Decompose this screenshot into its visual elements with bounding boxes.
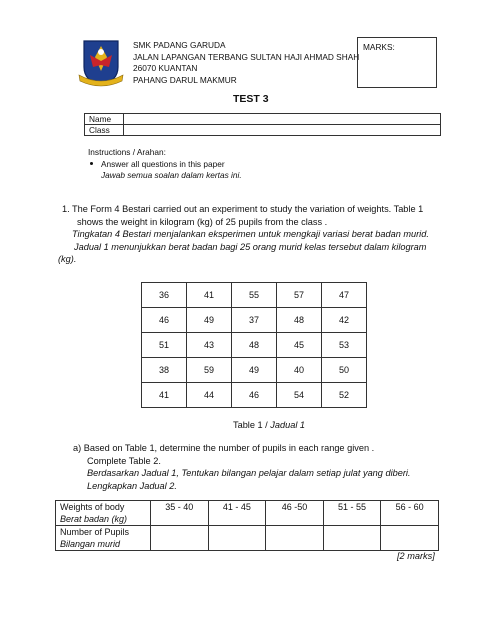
- name-row: [85, 114, 441, 125]
- table-cell: 36: [142, 283, 187, 308]
- answer-cell[interactable]: [381, 526, 439, 551]
- table-cell: 49: [232, 358, 277, 383]
- question-1-text: [62, 203, 442, 253]
- table-cell: 46: [142, 308, 187, 333]
- table-cell: 47: [322, 283, 367, 308]
- weights-label-cell: [56, 501, 151, 526]
- answer-cell[interactable]: [150, 526, 208, 551]
- table-2: [55, 500, 439, 551]
- table-row: [56, 526, 439, 551]
- table-cell: 50: [322, 358, 367, 383]
- table-cell: 55: [232, 283, 277, 308]
- part-a-line-1: a) Based on Table 1, determine the number of pupils in each range given .: [73, 443, 375, 453]
- school-street: JALAN LAPANGAN TERBANG SULTAN HAJI AHMAD SHAH: [133, 51, 360, 62]
- table-cell: 42: [322, 308, 367, 333]
- table-cell: 48: [232, 333, 277, 358]
- q1-line-3: Tingkatan 4 Bestari menjalankan eksperimen untuk mengkaji variasi berat badan murid.: [72, 229, 429, 239]
- part-a-line-4: Lengkapkan Jadual 2.: [87, 480, 177, 491]
- range-cell: 51 - 55: [323, 501, 381, 526]
- marks-box: [357, 37, 437, 88]
- table-row: [142, 333, 367, 358]
- school-postcode: 26070 KUANTAN: [133, 63, 198, 73]
- pupils-label-ms: Bilangan murid: [60, 539, 121, 549]
- q1-line-1: 1. The Form 4 Bestari carried out an experiment to study the variation of weights. Table 1: [62, 204, 424, 214]
- table-row: [142, 283, 367, 308]
- pupils-label-cell: [56, 526, 151, 551]
- table-cell: 46: [232, 383, 277, 408]
- name-field[interactable]: [124, 114, 441, 125]
- school-name: SMK PADANG GARUDA: [133, 40, 226, 50]
- table-cell: 52: [322, 383, 367, 408]
- q1-line-4: Jadual 1 menunjukkan berat badan bagi 25 orang murid kelas tersebut dalam kilogram: [74, 241, 427, 252]
- table-cell: 53: [322, 333, 367, 358]
- bullet-icon: [90, 162, 93, 165]
- answer-cell[interactable]: [266, 526, 324, 551]
- instructions-heading: Instructions / Arahan:: [88, 147, 166, 157]
- q1-line-2: shows the weight in kilogram (kg) of 25 pupils from the class .: [77, 216, 328, 227]
- table-cell: 41: [187, 283, 232, 308]
- table-cell: 54: [277, 383, 322, 408]
- part-a-text: [73, 442, 453, 492]
- part-a-line-3: Berdasarkan Jadual 1, Tentukan bilangan pelajar dalam setiap julat yang diberi.: [87, 468, 411, 478]
- table-row: [56, 501, 439, 526]
- caption-ms: Jadual 1: [270, 420, 306, 430]
- q1-line-5: (kg).: [58, 254, 77, 264]
- table-1: [141, 282, 367, 408]
- instruction-item: [88, 159, 242, 171]
- weights-label-ms: Berat badan (kg): [60, 514, 128, 524]
- range-cell: 46 -50: [266, 501, 324, 526]
- table-cell: 38: [142, 358, 187, 383]
- instruction-ms: Jawab semua soalan dalam kertas ini.: [101, 170, 242, 180]
- table-cell: 48: [277, 308, 322, 333]
- test-title: TEST 3: [233, 93, 269, 105]
- instruction-en: Answer all questions in this paper: [101, 158, 225, 169]
- class-field[interactable]: [124, 125, 441, 136]
- table-cell: 40: [277, 358, 322, 383]
- answer-cell[interactable]: [208, 526, 266, 551]
- class-row: [85, 125, 441, 136]
- class-label: Class: [85, 125, 124, 136]
- table-cell: 49: [187, 308, 232, 333]
- pupils-label-en: Number of Pupils: [60, 527, 130, 537]
- table-cell: 41: [142, 383, 187, 408]
- school-state: PAHANG DARUL MAKMUR: [133, 74, 237, 85]
- table-cell: 57: [277, 283, 322, 308]
- school-logo: [76, 37, 126, 89]
- table-cell: 44: [187, 383, 232, 408]
- table-row: [142, 358, 367, 383]
- student-info-table: [84, 113, 441, 136]
- name-label: Name: [85, 114, 124, 125]
- range-cell: 56 - 60: [381, 501, 439, 526]
- table-cell: 59: [187, 358, 232, 383]
- instructions: [88, 147, 242, 182]
- weights-label-en: Weights of body: [60, 502, 125, 512]
- table-row: [142, 383, 367, 408]
- answer-cell[interactable]: [323, 526, 381, 551]
- range-cell: 35 - 40: [150, 501, 208, 526]
- table-cell: 43: [187, 333, 232, 358]
- table-1-caption: [233, 419, 305, 432]
- part-a-line-2: Complete Table 2.: [87, 455, 161, 466]
- marks-note: [2 marks]: [397, 551, 435, 561]
- table-cell: 51: [142, 333, 187, 358]
- table-cell: 37: [232, 308, 277, 333]
- table-cell: 45: [277, 333, 322, 358]
- marks-label: MARKS:: [363, 42, 395, 52]
- range-cell: 41 - 45: [208, 501, 266, 526]
- school-address: [133, 40, 359, 86]
- caption-en: Table 1 /: [233, 420, 271, 430]
- table-row: [142, 308, 367, 333]
